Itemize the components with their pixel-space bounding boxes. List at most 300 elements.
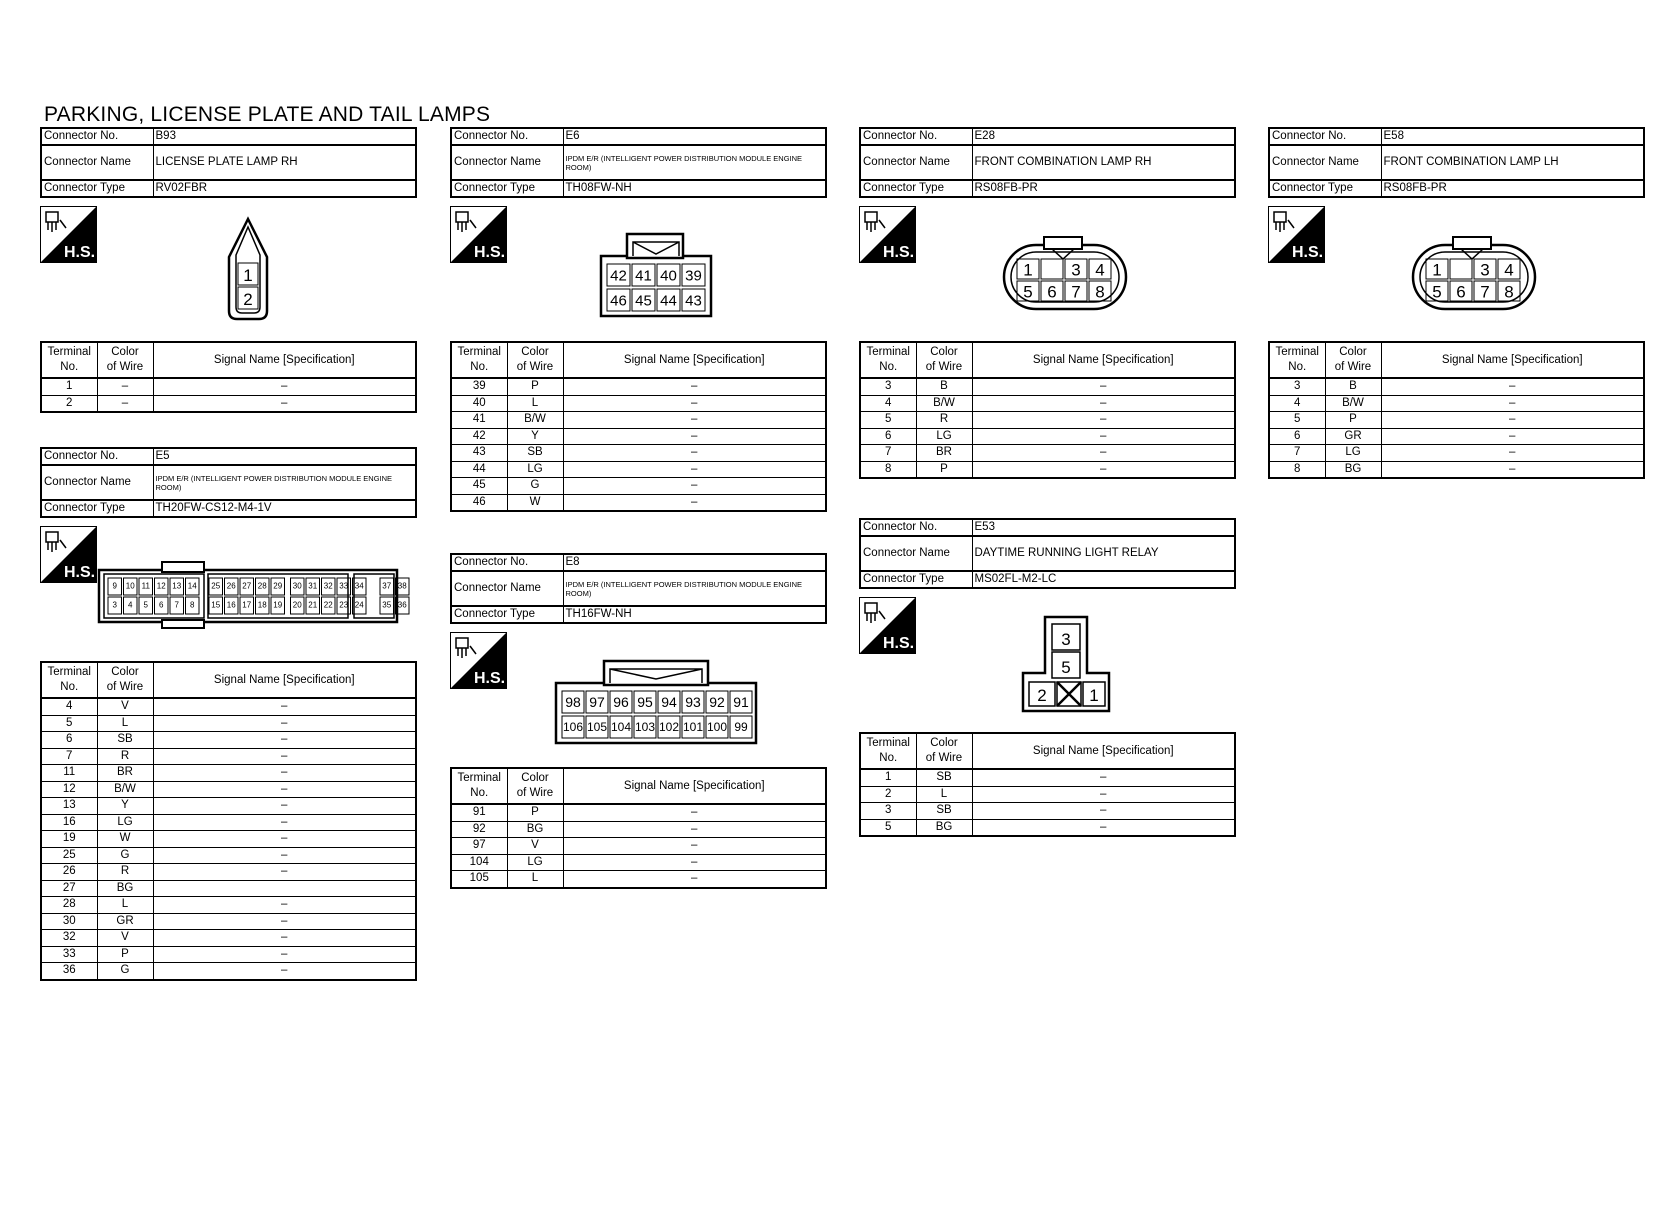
pin-label: 37 — [382, 581, 392, 591]
pin-label: 3 — [1061, 630, 1071, 649]
pin-label: 35 — [382, 600, 392, 610]
wire-color-cell: W — [507, 494, 563, 511]
signal-name-cell: – — [972, 803, 1235, 820]
pin-label: 40 — [660, 267, 677, 285]
pin-label: 97 — [589, 694, 605, 710]
connector-type-label: Connector Type — [451, 180, 563, 197]
color-of-wire-header: Color of Wire — [507, 768, 563, 804]
pin-label: 27 — [242, 581, 252, 591]
terminal-no-header: Terminal No. — [451, 342, 507, 378]
pin-label: 29 — [273, 581, 283, 591]
hs-label: H.S. — [64, 244, 96, 261]
terminal-no-cell: 45 — [451, 478, 507, 495]
connector-face-diagram — [98, 560, 407, 628]
pin-label: 96 — [613, 694, 629, 710]
pin-label: 33 — [339, 581, 349, 591]
wire-color-cell: LG — [507, 461, 563, 478]
connector-no-label: Connector No. — [451, 128, 563, 145]
hs-label: H.S. — [1292, 244, 1324, 261]
signal-name-header: Signal Name [Specification] — [153, 342, 416, 378]
connector-no-label: Connector No. — [860, 519, 972, 536]
connector-card-e6 — [450, 127, 827, 508]
terminal-row — [1269, 461, 1644, 478]
terminal-row — [451, 461, 826, 478]
signal-name-cell: – — [563, 378, 826, 395]
connector-no-value: E53 — [972, 519, 1235, 536]
signal-name-cell: – — [1381, 461, 1644, 478]
terminal-row — [41, 748, 416, 765]
wire-color-cell: B/W — [507, 412, 563, 429]
pin-label: 41 — [635, 267, 652, 285]
color-of-wire-header: Color of Wire — [916, 342, 972, 378]
connector-no-label: Connector No. — [41, 448, 153, 465]
hs-label: H.S. — [883, 244, 915, 261]
terminal-no-cell: 25 — [41, 847, 97, 864]
connector-no-label: Connector No. — [860, 128, 972, 145]
harness-side-icon — [859, 597, 916, 654]
terminal-row — [41, 781, 416, 798]
wire-color-cell: – — [97, 378, 153, 395]
color-of-wire-header: Color of Wire — [97, 342, 153, 378]
signal-name-header: Signal Name [Specification] — [972, 733, 1235, 769]
signal-name-cell: – — [563, 804, 826, 821]
pin-label: 95 — [637, 694, 653, 710]
terminal-no-cell: 3 — [1269, 378, 1325, 395]
connector-type-value: RS08FB-PR — [1381, 180, 1644, 197]
signal-name-cell: – — [153, 798, 416, 815]
terminal-no-cell: 7 — [860, 445, 916, 462]
signal-name-cell: – — [153, 715, 416, 732]
wire-color-cell: B/W — [916, 395, 972, 412]
wire-color-cell: L — [916, 786, 972, 803]
terminal-no-cell: 5 — [1269, 412, 1325, 429]
signal-name-header: Signal Name [Specification] — [563, 342, 826, 378]
signal-name-cell: – — [972, 412, 1235, 429]
connector-name-value: FRONT COMBINATION LAMP LH — [1381, 145, 1644, 180]
pin-label: 6 — [1047, 282, 1057, 302]
terminal-table — [450, 767, 827, 889]
wire-color-cell: R — [97, 864, 153, 881]
terminal-row — [41, 395, 416, 412]
connector-name-value: IPDM E/R (INTELLIGENT POWER DISTRIBUTION MODULE ENGINE ROOM) — [563, 145, 826, 180]
harness-side-icon — [1268, 206, 1325, 263]
pin-label: 31 — [308, 581, 318, 591]
signal-name-cell: – — [153, 378, 416, 395]
wire-color-cell: BG — [916, 819, 972, 836]
terminal-row — [41, 831, 416, 848]
pin-label: 21 — [308, 600, 318, 610]
signal-name-cell: – — [153, 864, 416, 881]
wire-color-cell: P — [97, 946, 153, 963]
terminal-no-cell: 11 — [41, 765, 97, 782]
signal-name-header: Signal Name [Specification] — [563, 768, 826, 804]
wire-color-cell: P — [1325, 412, 1381, 429]
wire-color-cell: BG — [507, 821, 563, 838]
terminal-no-cell: 30 — [41, 913, 97, 930]
harness-side-icon — [450, 632, 507, 689]
signal-name-cell: – — [153, 732, 416, 749]
signal-name-cell: – — [563, 854, 826, 871]
wire-color-cell: L — [97, 715, 153, 732]
color-of-wire-header: Color of Wire — [1325, 342, 1381, 378]
terminal-row — [451, 428, 826, 445]
terminal-row — [860, 395, 1235, 412]
terminal-row — [41, 880, 416, 897]
hs-label: H.S. — [474, 244, 506, 261]
page-title: PARKING, LICENSE PLATE AND TAIL LAMPS — [44, 103, 491, 126]
connector-type-value: TH16FW-NH — [563, 606, 826, 623]
terminal-no-cell: 97 — [451, 838, 507, 855]
terminal-row — [41, 765, 416, 782]
terminal-no-cell: 4 — [41, 698, 97, 715]
pin-label: 1 — [1089, 686, 1099, 705]
terminal-no-cell: 32 — [41, 930, 97, 947]
terminal-table — [40, 341, 417, 413]
terminal-no-cell: 2 — [860, 786, 916, 803]
wire-color-cell: L — [507, 395, 563, 412]
wire-color-cell: BR — [916, 445, 972, 462]
color-of-wire-header: Color of Wire — [97, 662, 153, 698]
wire-color-cell: LG — [916, 428, 972, 445]
signal-name-cell: – — [153, 765, 416, 782]
terminal-row — [860, 428, 1235, 445]
terminal-no-header: Terminal No. — [860, 733, 916, 769]
pin-label: 43 — [685, 292, 702, 310]
signal-name-cell: – — [563, 412, 826, 429]
signal-name-header: Signal Name [Specification] — [153, 662, 416, 698]
pin-label: 10 — [125, 581, 135, 591]
pin-label: 3 — [1071, 260, 1081, 280]
pin-label: 34 — [354, 581, 364, 591]
wire-color-cell: B/W — [1325, 395, 1381, 412]
wire-color-cell: Y — [97, 798, 153, 815]
connector-no-value: E8 — [563, 554, 826, 571]
terminal-row — [1269, 412, 1644, 429]
terminal-row — [41, 864, 416, 881]
terminal-no-cell: 92 — [451, 821, 507, 838]
terminal-no-cell: 91 — [451, 804, 507, 821]
pin-label: 18 — [257, 600, 267, 610]
wire-color-cell: SB — [916, 769, 972, 786]
wire-color-cell: SB — [97, 732, 153, 749]
pin-label: 98 — [565, 694, 581, 710]
signal-name-cell: – — [153, 897, 416, 914]
connector-info-table — [450, 127, 827, 198]
wire-color-cell: B/W — [97, 781, 153, 798]
signal-name-cell: – — [972, 819, 1235, 836]
terminal-row — [41, 897, 416, 914]
wire-color-cell: V — [507, 838, 563, 855]
pin-label: 105 — [586, 720, 608, 734]
pin-label: 91 — [733, 694, 749, 710]
wire-color-cell: L — [97, 897, 153, 914]
terminal-no-cell: 39 — [451, 378, 507, 395]
terminal-row — [41, 715, 416, 732]
pin-label: 22 — [323, 600, 333, 610]
terminal-row — [451, 445, 826, 462]
terminal-no-cell: 105 — [451, 871, 507, 888]
wire-color-cell: GR — [97, 913, 153, 930]
pin-label: 1 — [1432, 260, 1442, 280]
pin-label: 92 — [709, 694, 725, 710]
connector-no-label: Connector No. — [451, 554, 563, 571]
connector-no-value: B93 — [153, 128, 416, 145]
pin-label: 106 — [562, 720, 584, 734]
connector-type-label: Connector Type — [860, 180, 972, 197]
terminal-no-cell: 12 — [41, 781, 97, 798]
signal-name-cell: – — [563, 461, 826, 478]
pin-label: 2 — [1037, 686, 1047, 705]
wire-color-cell: BG — [97, 880, 153, 897]
pin-label: 38 — [397, 581, 407, 591]
terminal-table — [40, 661, 417, 981]
wire-color-cell: LG — [97, 814, 153, 831]
pin-label: 104 — [610, 720, 632, 734]
terminal-no-header: Terminal No. — [1269, 342, 1325, 378]
signal-name-cell: – — [563, 478, 826, 495]
terminal-row — [41, 847, 416, 864]
signal-name-cell: – — [1381, 445, 1644, 462]
pin-label: 19 — [273, 600, 283, 610]
connector-face-diagram — [1411, 237, 1537, 311]
pin-label: 103 — [634, 720, 656, 734]
wire-color-cell: LG — [1325, 445, 1381, 462]
signal-name-cell: – — [972, 395, 1235, 412]
wire-color-cell: G — [507, 478, 563, 495]
terminal-no-cell: 3 — [860, 378, 916, 395]
terminal-row — [451, 378, 826, 395]
terminal-no-cell: 40 — [451, 395, 507, 412]
pin-label: 23 — [339, 600, 349, 610]
terminal-no-header: Terminal No. — [860, 342, 916, 378]
terminal-no-cell: 43 — [451, 445, 507, 462]
connector-type-value: RS08FB-PR — [972, 180, 1235, 197]
connector-type-value: MS02FL-M2-LC — [972, 571, 1235, 588]
wire-color-cell: Y — [507, 428, 563, 445]
terminal-row — [860, 819, 1235, 836]
terminal-row — [41, 930, 416, 947]
pin-label: 4 — [1504, 260, 1514, 280]
terminal-row — [41, 913, 416, 930]
signal-name-cell: – — [153, 814, 416, 831]
connector-card-e5 — [40, 447, 417, 977]
terminal-no-cell: 4 — [1269, 395, 1325, 412]
terminal-no-cell: 13 — [41, 798, 97, 815]
terminal-no-cell: 6 — [41, 732, 97, 749]
wire-color-cell: BG — [1325, 461, 1381, 478]
pin-label: 42 — [610, 267, 627, 285]
connector-type-value: TH20FW-CS12-M4-1V — [153, 500, 416, 517]
connector-name-label: Connector Name — [41, 465, 153, 500]
pin-label: 15 — [211, 600, 221, 610]
terminal-row — [860, 412, 1235, 429]
color-of-wire-header: Color of Wire — [507, 342, 563, 378]
pin-label: 7 — [1480, 282, 1490, 302]
connector-info-table — [40, 127, 417, 198]
terminal-no-cell: 7 — [1269, 445, 1325, 462]
terminal-no-cell: 6 — [860, 428, 916, 445]
pin-label: 46 — [610, 292, 627, 310]
wire-color-cell: G — [97, 963, 153, 980]
signal-name-header: Signal Name [Specification] — [1381, 342, 1644, 378]
connector-face-diagram — [1021, 615, 1111, 713]
terminal-row — [860, 786, 1235, 803]
connector-name-label: Connector Name — [41, 145, 153, 180]
signal-name-cell: – — [563, 445, 826, 462]
connector-type-label: Connector Type — [451, 606, 563, 623]
terminal-no-cell: 36 — [41, 963, 97, 980]
connector-name-label: Connector Name — [451, 145, 563, 180]
connector-name-label: Connector Name — [1269, 145, 1381, 180]
signal-name-cell: – — [563, 428, 826, 445]
connector-info-table — [450, 553, 827, 624]
wire-color-cell: L — [507, 871, 563, 888]
terminal-table — [450, 341, 827, 512]
terminal-row — [860, 803, 1235, 820]
signal-name-cell: – — [1381, 378, 1644, 395]
connector-info-table — [859, 518, 1236, 589]
wire-color-cell: P — [507, 378, 563, 395]
pin-label: 17 — [242, 600, 252, 610]
signal-name-cell: – — [563, 821, 826, 838]
terminal-row — [41, 698, 416, 715]
signal-name-cell: – — [972, 769, 1235, 786]
signal-name-cell: – — [972, 786, 1235, 803]
color-of-wire-header: Color of Wire — [916, 733, 972, 769]
pin-label: 4 — [1095, 260, 1105, 280]
terminal-no-header: Terminal No. — [41, 662, 97, 698]
connector-no-label: Connector No. — [41, 128, 153, 145]
harness-side-icon — [40, 206, 97, 263]
connector-type-label: Connector Type — [1269, 180, 1381, 197]
terminal-row — [451, 838, 826, 855]
terminal-row — [1269, 378, 1644, 395]
signal-name-cell: – — [563, 838, 826, 855]
pin-label: 45 — [635, 292, 652, 310]
hs-label: H.S. — [883, 635, 915, 652]
terminal-row — [860, 769, 1235, 786]
signal-name-cell: – — [153, 946, 416, 963]
wire-color-cell: B — [916, 378, 972, 395]
signal-name-header: Signal Name [Specification] — [972, 342, 1235, 378]
harness-side-icon — [859, 206, 916, 263]
terminal-no-cell: 5 — [860, 412, 916, 429]
signal-name-cell: – — [153, 963, 416, 980]
terminal-no-cell: 33 — [41, 946, 97, 963]
pin-label: 7 — [1071, 282, 1081, 302]
connector-card-e53 — [859, 518, 1236, 833]
terminal-no-cell: 8 — [1269, 461, 1325, 478]
wire-color-cell: V — [97, 930, 153, 947]
signal-name-cell — [153, 880, 416, 897]
terminal-row — [451, 412, 826, 429]
connector-no-value: E5 — [153, 448, 416, 465]
terminal-row — [860, 378, 1235, 395]
wire-color-cell: R — [97, 748, 153, 765]
wire-color-cell: P — [916, 461, 972, 478]
pin-label: 8 — [190, 600, 195, 610]
terminal-no-cell: 3 — [860, 803, 916, 820]
pin-label: 20 — [292, 600, 302, 610]
pin-label: 39 — [685, 267, 702, 285]
terminal-no-cell: 7 — [41, 748, 97, 765]
pin-label: 13 — [172, 581, 182, 591]
terminal-row — [41, 963, 416, 980]
terminal-no-cell: 5 — [41, 715, 97, 732]
terminal-no-cell: 4 — [860, 395, 916, 412]
signal-name-cell: – — [153, 930, 416, 947]
terminal-row — [860, 445, 1235, 462]
pin-label: 5 — [1061, 658, 1071, 677]
connector-name-value: FRONT COMBINATION LAMP RH — [972, 145, 1235, 180]
terminal-row — [41, 732, 416, 749]
pin-label: 1 — [1023, 260, 1033, 280]
harness-side-icon — [40, 526, 97, 583]
connector-info-table — [1268, 127, 1645, 198]
pin-label: 7 — [174, 600, 179, 610]
wire-color-cell: V — [97, 698, 153, 715]
connector-type-label: Connector Type — [41, 500, 153, 517]
terminal-row — [451, 871, 826, 888]
signal-name-cell: – — [563, 494, 826, 511]
signal-name-cell: – — [153, 698, 416, 715]
terminal-no-cell: 28 — [41, 897, 97, 914]
connector-card-e28 — [859, 127, 1236, 475]
wire-color-cell: GR — [1325, 428, 1381, 445]
signal-name-cell: – — [972, 428, 1235, 445]
terminal-no-cell: 44 — [451, 461, 507, 478]
terminal-no-cell: 19 — [41, 831, 97, 848]
connector-info-table — [40, 447, 417, 518]
hs-label: H.S. — [64, 564, 96, 581]
connector-no-value: E6 — [563, 128, 826, 145]
terminal-row — [451, 395, 826, 412]
terminal-no-cell: 104 — [451, 854, 507, 871]
signal-name-cell: – — [972, 378, 1235, 395]
terminal-table — [859, 732, 1236, 837]
terminal-row — [41, 798, 416, 815]
terminal-row — [1269, 395, 1644, 412]
pin-label: 25 — [211, 581, 221, 591]
pin-label: 11 — [141, 581, 150, 591]
terminal-no-cell: 1 — [860, 769, 916, 786]
pin-label: 26 — [226, 581, 236, 591]
pin-label: 3 — [112, 600, 117, 610]
connector-type-label: Connector Type — [860, 571, 972, 588]
terminal-no-cell: 27 — [41, 880, 97, 897]
terminal-row — [41, 378, 416, 395]
connector-card-e8 — [450, 553, 827, 885]
wire-color-cell: P — [507, 804, 563, 821]
terminal-row — [860, 461, 1235, 478]
signal-name-cell: – — [153, 831, 416, 848]
pin-label: 5 — [1432, 282, 1442, 302]
connector-name-value: DAYTIME RUNNING LIGHT RELAY — [972, 536, 1235, 571]
pin-label: 12 — [156, 581, 166, 591]
connector-name-label: Connector Name — [451, 571, 563, 606]
wire-color-cell: – — [97, 395, 153, 412]
terminal-no-cell: 41 — [451, 412, 507, 429]
pin-label: 14 — [187, 581, 197, 591]
terminal-row — [451, 821, 826, 838]
terminal-no-cell: 2 — [41, 395, 97, 412]
terminal-no-cell: 46 — [451, 494, 507, 511]
pin-label: 4 — [128, 600, 133, 610]
terminal-no-cell: 26 — [41, 864, 97, 881]
pin-label: 94 — [661, 694, 677, 710]
pin-label: 28 — [257, 581, 267, 591]
terminal-no-cell: 1 — [41, 378, 97, 395]
